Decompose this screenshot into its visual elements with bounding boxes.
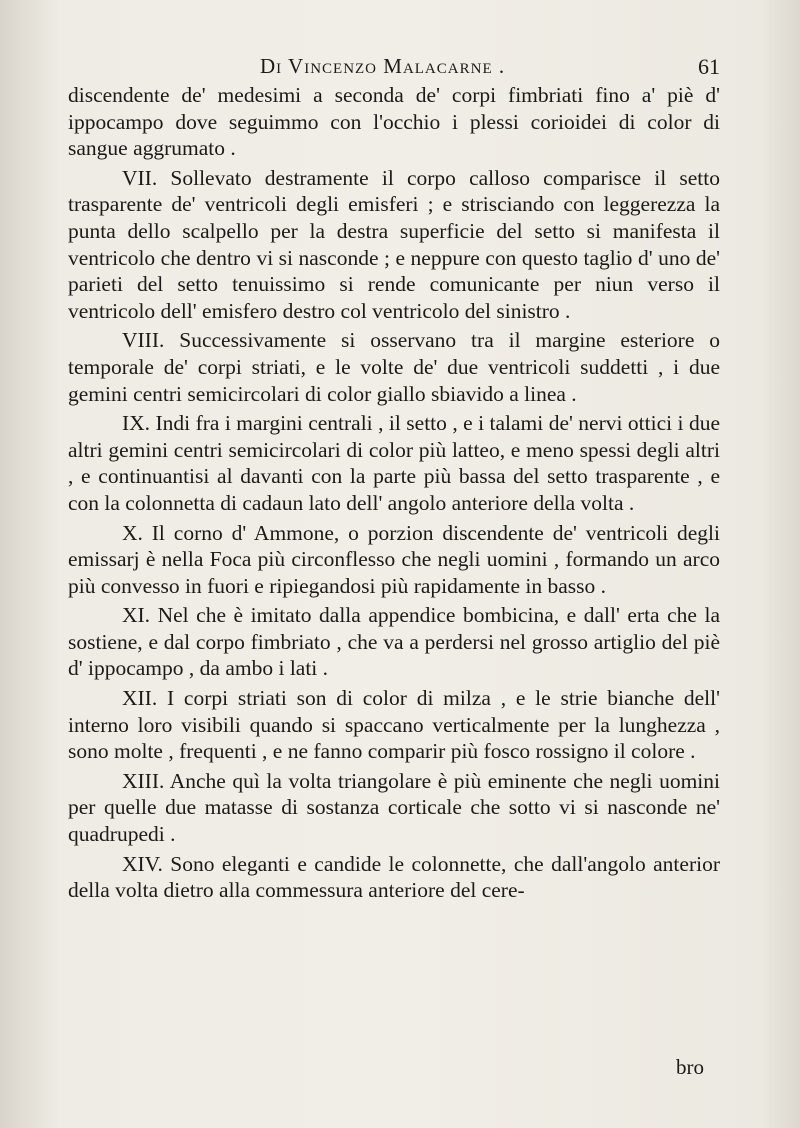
paragraph-xii: XII. I corpi striati son di color di milza , e le strie bianche dell' interno loro visibili quando si spaccano verticalmente per la lunghezza , sono molte , frequenti , e ne fanno comparir più fosco rossigno il colore . (68, 686, 720, 764)
paragraph-continuation: discendente de' medesimi a seconda de' corpi fimbriati fino a' piè d' ippocampo dove seguimmo con l'occhio i plessi corioidei di color di sangue aggrumato . (68, 83, 720, 161)
paragraph-ix: IX. Indi fra i margini centrali , il setto , e i talami de' nervi ottici i due altri gemini centri semicircolari di color più latteo, e meno spessi degli altri , e continuantisi al davanti con la parte più bassa del setto trasparente , e con la colonnetta di cadaun lato dell' angolo anteriore della volta . (68, 411, 720, 515)
paragraph-viii: VIII. Successivamente si osservano tra il margine esteriore o temporale de' corpi striati, e le volte de' due ventricoli suddetti , i due gemini centri semicircolari di color giallo sbiavido a linea . (68, 328, 720, 406)
running-head: Di Vincenzo Malacarne . (260, 54, 506, 78)
page-header (80, 54, 720, 84)
paragraph-xiv: XIV. Sono eleganti e candide le colonnette, che dall'angolo anterior della volta dietro alla commessura anteriore del cere- (68, 851, 720, 903)
body-text (68, 82, 720, 904)
paragraph-xiii: XIII. Anche quì la volta triangolare è più eminente che negli uomini per quelle due matasse di sostanza corticale che sotto vi si nasconde ne' quadrupedi . (68, 768, 720, 847)
paragraph-vii: VII. Sollevato destramente il corpo calloso comparisce il setto trasparente de' ventricoli degli emisferi ; e strisciando con leggerezza la punta dello scalpello per la destra superficie del setto si manifesta il ventricolo che dentro vi si nasconde ; e neppure con questo taglio d' uno de' parieti del setto tenuissimo si rende comunicante per niun verso il ventricolo dell' emisfero destro col ventricolo del sinistro . (68, 165, 720, 323)
paragraph-xi: XI. Nel che è imitato dalla appendice bombicina, e dall' erta che la sostiene, e dal corpo fimbriato , che va a perdersi nel grosso artiglio del piè d' ippocampo , da ambo i lati . (68, 603, 720, 681)
catchword: bro (676, 1055, 704, 1079)
paragraph-x: X. Il corno d' Ammone, o porzion discendente de' ventricoli degli emissarj è nella Foca più circonflesso che negli uomini , formando un arco più convesso in fuori e ripiegandosi più rapidamente in basso . (68, 520, 720, 598)
page-number: 61 (698, 54, 720, 79)
